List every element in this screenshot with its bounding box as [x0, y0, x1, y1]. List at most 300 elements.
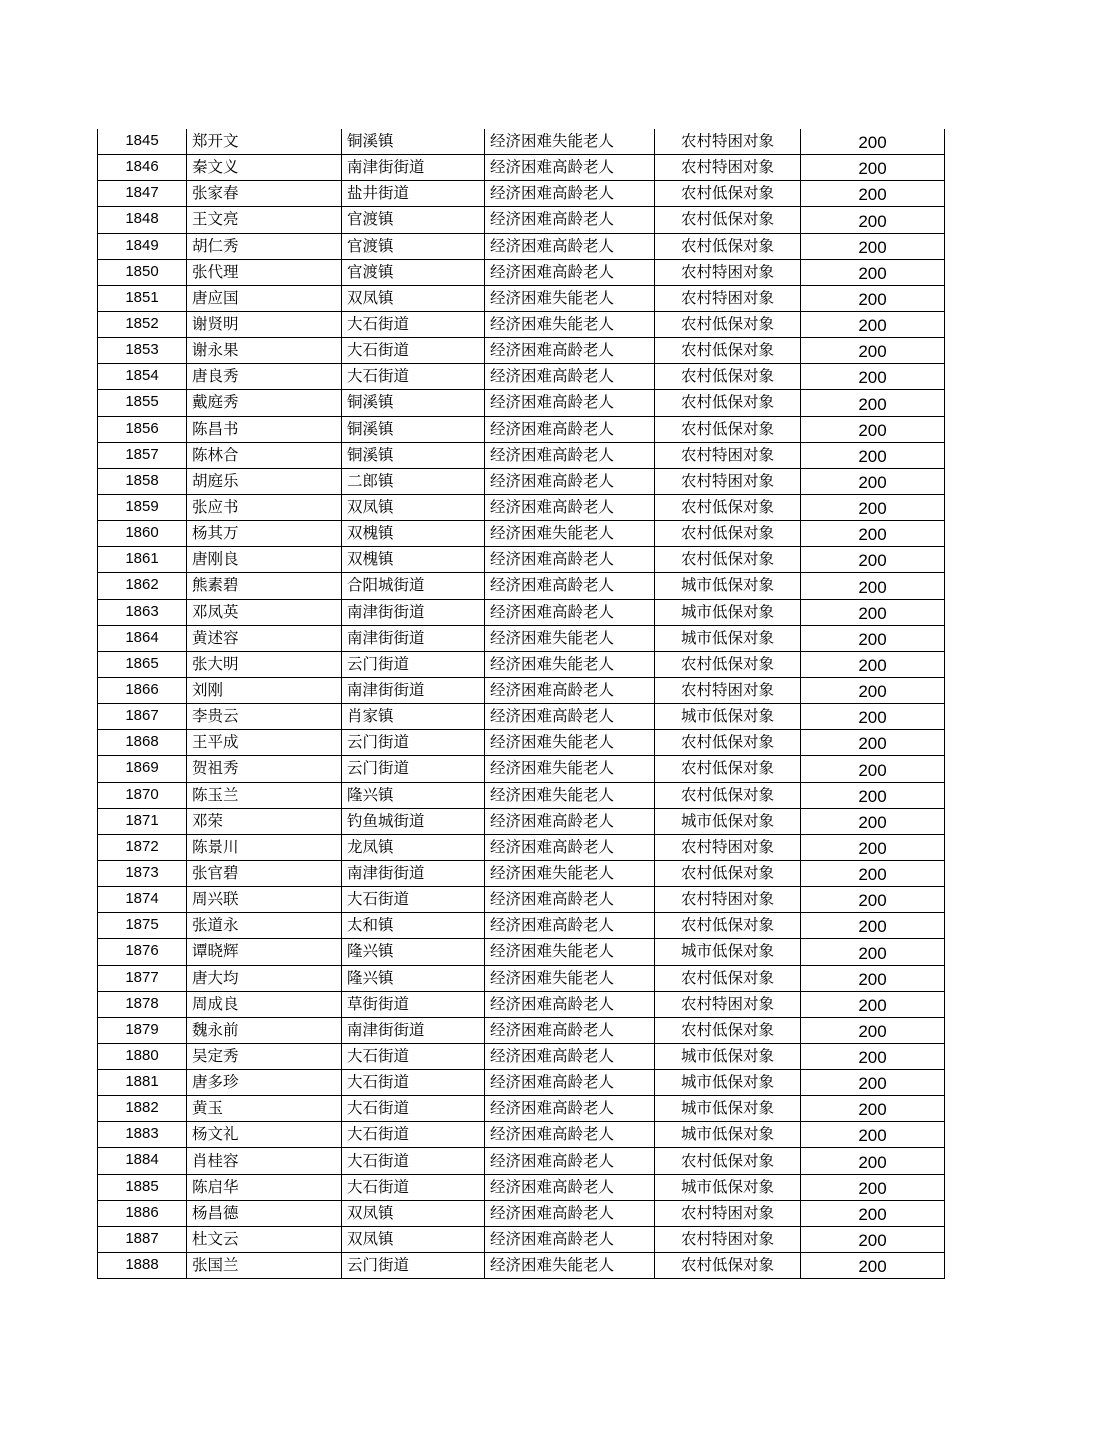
category-cell: 经济困难高龄老人 — [485, 338, 655, 364]
amount-cell: 200 — [801, 416, 945, 442]
amount-cell: 200 — [801, 1043, 945, 1069]
assistance-type-cell: 农村特困对象 — [655, 991, 801, 1017]
amount-cell: 200 — [801, 1017, 945, 1043]
assistance-type-cell: 城市低保对象 — [655, 1070, 801, 1096]
row-number-cell: 1853 — [98, 338, 187, 364]
row-number-cell: 1863 — [98, 599, 187, 625]
name-cell: 王文亮 — [187, 207, 342, 233]
row-number-cell: 1856 — [98, 416, 187, 442]
table-row — [98, 651, 945, 677]
amount-cell: 200 — [801, 390, 945, 416]
assistance-type-cell: 农村低保对象 — [655, 416, 801, 442]
row-number-cell: 1888 — [98, 1253, 187, 1279]
name-cell: 张大明 — [187, 651, 342, 677]
table-row — [98, 1122, 945, 1148]
amount-cell: 200 — [801, 181, 945, 207]
name-cell: 张道永 — [187, 913, 342, 939]
amount-cell: 200 — [801, 1226, 945, 1252]
amount-cell: 200 — [801, 521, 945, 547]
row-number-cell: 1882 — [98, 1096, 187, 1122]
table-row — [98, 364, 945, 390]
township-cell: 官渡镇 — [342, 233, 485, 259]
assistance-type-cell: 农村特困对象 — [655, 1200, 801, 1226]
table-row — [98, 1096, 945, 1122]
category-cell: 经济困难高龄老人 — [485, 1017, 655, 1043]
table-row — [98, 834, 945, 860]
township-cell: 大石街道 — [342, 338, 485, 364]
category-cell: 经济困难失能老人 — [485, 625, 655, 651]
row-number-cell: 1874 — [98, 887, 187, 913]
category-cell: 经济困难失能老人 — [485, 651, 655, 677]
amount-cell: 200 — [801, 547, 945, 573]
amount-cell: 200 — [801, 1148, 945, 1174]
assistance-type-cell: 农村低保对象 — [655, 338, 801, 364]
row-number-cell: 1845 — [98, 129, 187, 155]
amount-cell: 200 — [801, 599, 945, 625]
assistance-type-cell: 城市低保对象 — [655, 1122, 801, 1148]
table-row — [98, 1174, 945, 1200]
row-number-cell: 1873 — [98, 860, 187, 886]
assistance-type-cell: 农村低保对象 — [655, 651, 801, 677]
township-cell: 大石街道 — [342, 1148, 485, 1174]
assistance-type-cell: 农村低保对象 — [655, 311, 801, 337]
row-number-cell: 1862 — [98, 573, 187, 599]
table-row — [98, 338, 945, 364]
table-row — [98, 991, 945, 1017]
row-number-cell: 1861 — [98, 547, 187, 573]
township-cell: 大石街道 — [342, 364, 485, 390]
name-cell: 唐应国 — [187, 285, 342, 311]
assistance-type-cell: 农村特困对象 — [655, 834, 801, 860]
table-row — [98, 860, 945, 886]
amount-cell: 200 — [801, 233, 945, 259]
name-cell: 胡庭乐 — [187, 468, 342, 494]
row-number-cell: 1848 — [98, 207, 187, 233]
category-cell: 经济困难高龄老人 — [485, 442, 655, 468]
table-row — [98, 311, 945, 337]
township-cell: 隆兴镇 — [342, 939, 485, 965]
table-row — [98, 259, 945, 285]
township-cell: 云门街道 — [342, 756, 485, 782]
township-cell: 铜溪镇 — [342, 442, 485, 468]
table-row — [98, 756, 945, 782]
name-cell: 谢永果 — [187, 338, 342, 364]
assistance-type-cell: 城市低保对象 — [655, 573, 801, 599]
table-row — [98, 808, 945, 834]
row-number-cell: 1870 — [98, 782, 187, 808]
category-cell: 经济困难高龄老人 — [485, 181, 655, 207]
row-number-cell: 1850 — [98, 259, 187, 285]
township-cell: 铜溪镇 — [342, 129, 485, 155]
table-row — [98, 730, 945, 756]
row-number-cell: 1847 — [98, 181, 187, 207]
category-cell: 经济困难高龄老人 — [485, 390, 655, 416]
table-row — [98, 1043, 945, 1069]
name-cell: 刘刚 — [187, 677, 342, 703]
row-number-cell: 1869 — [98, 756, 187, 782]
amount-cell: 200 — [801, 965, 945, 991]
row-number-cell: 1877 — [98, 965, 187, 991]
name-cell: 李贵云 — [187, 704, 342, 730]
name-cell: 邓荣 — [187, 808, 342, 834]
amount-cell: 200 — [801, 730, 945, 756]
township-cell: 龙凤镇 — [342, 834, 485, 860]
assistance-type-cell: 农村低保对象 — [655, 1017, 801, 1043]
category-cell: 经济困难失能老人 — [485, 730, 655, 756]
amount-cell: 200 — [801, 939, 945, 965]
name-cell: 陈玉兰 — [187, 782, 342, 808]
table-row — [98, 782, 945, 808]
amount-cell: 200 — [801, 1122, 945, 1148]
table-row — [98, 939, 945, 965]
name-cell: 杨文礼 — [187, 1122, 342, 1148]
category-cell: 经济困难高龄老人 — [485, 991, 655, 1017]
assistance-type-cell: 农村特困对象 — [655, 285, 801, 311]
table-row — [98, 129, 945, 155]
row-number-cell: 1886 — [98, 1200, 187, 1226]
row-number-cell: 1858 — [98, 468, 187, 494]
township-cell: 二郎镇 — [342, 468, 485, 494]
category-cell: 经济困难高龄老人 — [485, 468, 655, 494]
township-cell: 双凤镇 — [342, 1226, 485, 1252]
amount-cell: 200 — [801, 155, 945, 181]
township-cell: 盐井街道 — [342, 181, 485, 207]
assistance-type-cell: 农村特困对象 — [655, 129, 801, 155]
row-number-cell: 1871 — [98, 808, 187, 834]
amount-cell: 200 — [801, 1070, 945, 1096]
amount-cell: 200 — [801, 364, 945, 390]
township-cell: 肖家镇 — [342, 704, 485, 730]
category-cell: 经济困难高龄老人 — [485, 1043, 655, 1069]
amount-cell: 200 — [801, 338, 945, 364]
table-row — [98, 442, 945, 468]
amount-cell: 200 — [801, 756, 945, 782]
amount-cell: 200 — [801, 1096, 945, 1122]
township-cell: 云门街道 — [342, 730, 485, 756]
township-cell: 太和镇 — [342, 913, 485, 939]
category-cell: 经济困难失能老人 — [485, 782, 655, 808]
table-row — [98, 1070, 945, 1096]
name-cell: 黄玉 — [187, 1096, 342, 1122]
category-cell: 经济困难高龄老人 — [485, 599, 655, 625]
category-cell: 经济困难失能老人 — [485, 756, 655, 782]
category-cell: 经济困难高龄老人 — [485, 155, 655, 181]
row-number-cell: 1881 — [98, 1070, 187, 1096]
name-cell: 杨其万 — [187, 521, 342, 547]
name-cell: 王平成 — [187, 730, 342, 756]
category-cell: 经济困难高龄老人 — [485, 1226, 655, 1252]
assistance-type-cell: 农村特困对象 — [655, 155, 801, 181]
row-number-cell: 1846 — [98, 155, 187, 181]
category-cell: 经济困难高龄老人 — [485, 416, 655, 442]
row-number-cell: 1851 — [98, 285, 187, 311]
assistance-type-cell: 城市低保对象 — [655, 1043, 801, 1069]
row-number-cell: 1880 — [98, 1043, 187, 1069]
row-number-cell: 1872 — [98, 834, 187, 860]
subsidy-table — [97, 129, 945, 1279]
assistance-type-cell: 城市低保对象 — [655, 704, 801, 730]
township-cell: 南津街街道 — [342, 599, 485, 625]
name-cell: 胡仁秀 — [187, 233, 342, 259]
assistance-type-cell: 农村特困对象 — [655, 259, 801, 285]
assistance-type-cell: 农村低保对象 — [655, 730, 801, 756]
row-number-cell: 1849 — [98, 233, 187, 259]
row-number-cell: 1860 — [98, 521, 187, 547]
category-cell: 经济困难高龄老人 — [485, 494, 655, 520]
table-row — [98, 677, 945, 703]
amount-cell: 200 — [801, 129, 945, 155]
township-cell: 官渡镇 — [342, 259, 485, 285]
name-cell: 谭晓辉 — [187, 939, 342, 965]
table-row — [98, 704, 945, 730]
category-cell: 经济困难失能老人 — [485, 129, 655, 155]
name-cell: 唐大均 — [187, 965, 342, 991]
township-cell: 南津街街道 — [342, 1017, 485, 1043]
row-number-cell: 1887 — [98, 1226, 187, 1252]
assistance-type-cell: 农村低保对象 — [655, 756, 801, 782]
amount-cell: 200 — [801, 285, 945, 311]
name-cell: 张代理 — [187, 259, 342, 285]
row-number-cell: 1875 — [98, 913, 187, 939]
assistance-type-cell: 农村低保对象 — [655, 390, 801, 416]
row-number-cell: 1884 — [98, 1148, 187, 1174]
amount-cell: 200 — [801, 1200, 945, 1226]
amount-cell: 200 — [801, 782, 945, 808]
name-cell: 秦文义 — [187, 155, 342, 181]
name-cell: 杜文云 — [187, 1226, 342, 1252]
amount-cell: 200 — [801, 259, 945, 285]
row-number-cell: 1868 — [98, 730, 187, 756]
name-cell: 魏永前 — [187, 1017, 342, 1043]
name-cell: 陈启华 — [187, 1174, 342, 1200]
township-cell: 双凤镇 — [342, 494, 485, 520]
assistance-type-cell: 农村低保对象 — [655, 860, 801, 886]
amount-cell: 200 — [801, 991, 945, 1017]
name-cell: 周成良 — [187, 991, 342, 1017]
township-cell: 铜溪镇 — [342, 390, 485, 416]
table-row — [98, 1253, 945, 1279]
name-cell: 贺祖秀 — [187, 756, 342, 782]
row-number-cell: 1879 — [98, 1017, 187, 1043]
table-row — [98, 573, 945, 599]
table-row — [98, 913, 945, 939]
row-number-cell: 1857 — [98, 442, 187, 468]
amount-cell: 200 — [801, 860, 945, 886]
table-row — [98, 494, 945, 520]
assistance-type-cell: 农村低保对象 — [655, 207, 801, 233]
township-cell: 大石街道 — [342, 1174, 485, 1200]
township-cell: 南津街街道 — [342, 625, 485, 651]
amount-cell: 200 — [801, 311, 945, 337]
township-cell: 草街街道 — [342, 991, 485, 1017]
township-cell: 大石街道 — [342, 1096, 485, 1122]
category-cell: 经济困难高龄老人 — [485, 887, 655, 913]
assistance-type-cell: 城市低保对象 — [655, 625, 801, 651]
amount-cell: 200 — [801, 913, 945, 939]
assistance-type-cell: 农村低保对象 — [655, 521, 801, 547]
name-cell: 黄述容 — [187, 625, 342, 651]
row-number-cell: 1859 — [98, 494, 187, 520]
township-cell: 云门街道 — [342, 651, 485, 677]
category-cell: 经济困难失能老人 — [485, 965, 655, 991]
name-cell: 吴定秀 — [187, 1043, 342, 1069]
amount-cell: 200 — [801, 704, 945, 730]
table-row — [98, 416, 945, 442]
amount-cell: 200 — [801, 207, 945, 233]
table-row — [98, 390, 945, 416]
table-row — [98, 965, 945, 991]
row-number-cell: 1885 — [98, 1174, 187, 1200]
category-cell: 经济困难高龄老人 — [485, 233, 655, 259]
assistance-type-cell: 农村低保对象 — [655, 233, 801, 259]
assistance-type-cell: 农村特困对象 — [655, 442, 801, 468]
table-row — [98, 1226, 945, 1252]
township-cell: 南津街街道 — [342, 155, 485, 181]
amount-cell: 200 — [801, 887, 945, 913]
assistance-type-cell: 农村特困对象 — [655, 887, 801, 913]
category-cell: 经济困难高龄老人 — [485, 1174, 655, 1200]
name-cell: 杨昌德 — [187, 1200, 342, 1226]
row-number-cell: 1854 — [98, 364, 187, 390]
township-cell: 隆兴镇 — [342, 965, 485, 991]
table-row — [98, 521, 945, 547]
category-cell: 经济困难高龄老人 — [485, 704, 655, 730]
table-row — [98, 1148, 945, 1174]
name-cell: 熊素碧 — [187, 573, 342, 599]
township-cell: 云门街道 — [342, 1253, 485, 1279]
assistance-type-cell: 农村特困对象 — [655, 677, 801, 703]
category-cell: 经济困难高龄老人 — [485, 1096, 655, 1122]
assistance-type-cell: 农村低保对象 — [655, 181, 801, 207]
name-cell: 陈景川 — [187, 834, 342, 860]
amount-cell: 200 — [801, 1253, 945, 1279]
township-cell: 大石街道 — [342, 1070, 485, 1096]
table-row — [98, 599, 945, 625]
table-row — [98, 887, 945, 913]
amount-cell: 200 — [801, 1174, 945, 1200]
name-cell: 张家春 — [187, 181, 342, 207]
name-cell: 张国兰 — [187, 1253, 342, 1279]
category-cell: 经济困难失能老人 — [485, 1253, 655, 1279]
assistance-type-cell: 城市低保对象 — [655, 939, 801, 965]
amount-cell: 200 — [801, 625, 945, 651]
category-cell: 经济困难失能老人 — [485, 860, 655, 886]
township-cell: 双槐镇 — [342, 547, 485, 573]
category-cell: 经济困难高龄老人 — [485, 808, 655, 834]
name-cell: 陈林合 — [187, 442, 342, 468]
township-cell: 南津街街道 — [342, 677, 485, 703]
category-cell: 经济困难失能老人 — [485, 311, 655, 337]
category-cell: 经济困难高龄老人 — [485, 259, 655, 285]
name-cell: 谢贤明 — [187, 311, 342, 337]
assistance-type-cell: 农村低保对象 — [655, 1148, 801, 1174]
row-number-cell: 1867 — [98, 704, 187, 730]
name-cell: 戴庭秀 — [187, 390, 342, 416]
table-row — [98, 547, 945, 573]
category-cell: 经济困难失能老人 — [485, 285, 655, 311]
row-number-cell: 1866 — [98, 677, 187, 703]
assistance-type-cell: 农村低保对象 — [655, 965, 801, 991]
township-cell: 官渡镇 — [342, 207, 485, 233]
row-number-cell: 1865 — [98, 651, 187, 677]
name-cell: 陈昌书 — [187, 416, 342, 442]
name-cell: 唐多珍 — [187, 1070, 342, 1096]
township-cell: 铜溪镇 — [342, 416, 485, 442]
amount-cell: 200 — [801, 677, 945, 703]
category-cell: 经济困难高龄老人 — [485, 913, 655, 939]
table-row — [98, 181, 945, 207]
table-row — [98, 207, 945, 233]
amount-cell: 200 — [801, 808, 945, 834]
assistance-type-cell: 农村低保对象 — [655, 782, 801, 808]
township-cell: 钓鱼城街道 — [342, 808, 485, 834]
assistance-type-cell: 农村特困对象 — [655, 468, 801, 494]
table-row — [98, 233, 945, 259]
table-row — [98, 625, 945, 651]
category-cell: 经济困难高龄老人 — [485, 1200, 655, 1226]
row-number-cell: 1883 — [98, 1122, 187, 1148]
table-row — [98, 285, 945, 311]
name-cell: 肖桂容 — [187, 1148, 342, 1174]
assistance-type-cell: 城市低保对象 — [655, 1096, 801, 1122]
category-cell: 经济困难高龄老人 — [485, 1070, 655, 1096]
assistance-type-cell: 农村低保对象 — [655, 547, 801, 573]
assistance-type-cell: 城市低保对象 — [655, 1174, 801, 1200]
township-cell: 大石街道 — [342, 1043, 485, 1069]
name-cell: 唐刚良 — [187, 547, 342, 573]
category-cell: 经济困难高龄老人 — [485, 834, 655, 860]
category-cell: 经济困难高龄老人 — [485, 573, 655, 599]
amount-cell: 200 — [801, 651, 945, 677]
name-cell: 张官碧 — [187, 860, 342, 886]
table-row — [98, 468, 945, 494]
name-cell: 郑开文 — [187, 129, 342, 155]
name-cell: 周兴联 — [187, 887, 342, 913]
row-number-cell: 1864 — [98, 625, 187, 651]
township-cell: 双凤镇 — [342, 1200, 485, 1226]
assistance-type-cell: 农村低保对象 — [655, 913, 801, 939]
township-cell: 大石街道 — [342, 311, 485, 337]
assistance-type-cell: 农村低保对象 — [655, 494, 801, 520]
name-cell: 张应书 — [187, 494, 342, 520]
assistance-type-cell: 城市低保对象 — [655, 808, 801, 834]
township-cell: 大石街道 — [342, 1122, 485, 1148]
amount-cell: 200 — [801, 494, 945, 520]
amount-cell: 200 — [801, 442, 945, 468]
table-row — [98, 1017, 945, 1043]
assistance-type-cell: 城市低保对象 — [655, 599, 801, 625]
township-cell: 大石街道 — [342, 887, 485, 913]
category-cell: 经济困难失能老人 — [485, 521, 655, 547]
assistance-type-cell: 农村低保对象 — [655, 1253, 801, 1279]
row-number-cell: 1855 — [98, 390, 187, 416]
township-cell: 双凤镇 — [342, 285, 485, 311]
township-cell: 南津街街道 — [342, 860, 485, 886]
row-number-cell: 1852 — [98, 311, 187, 337]
category-cell: 经济困难高龄老人 — [485, 677, 655, 703]
amount-cell: 200 — [801, 834, 945, 860]
table-row — [98, 155, 945, 181]
row-number-cell: 1878 — [98, 991, 187, 1017]
category-cell: 经济困难高龄老人 — [485, 547, 655, 573]
township-cell: 双槐镇 — [342, 521, 485, 547]
category-cell: 经济困难高龄老人 — [485, 1148, 655, 1174]
name-cell: 邓凤英 — [187, 599, 342, 625]
amount-cell: 200 — [801, 468, 945, 494]
township-cell: 隆兴镇 — [342, 782, 485, 808]
table-row — [98, 1200, 945, 1226]
category-cell: 经济困难高龄老人 — [485, 364, 655, 390]
